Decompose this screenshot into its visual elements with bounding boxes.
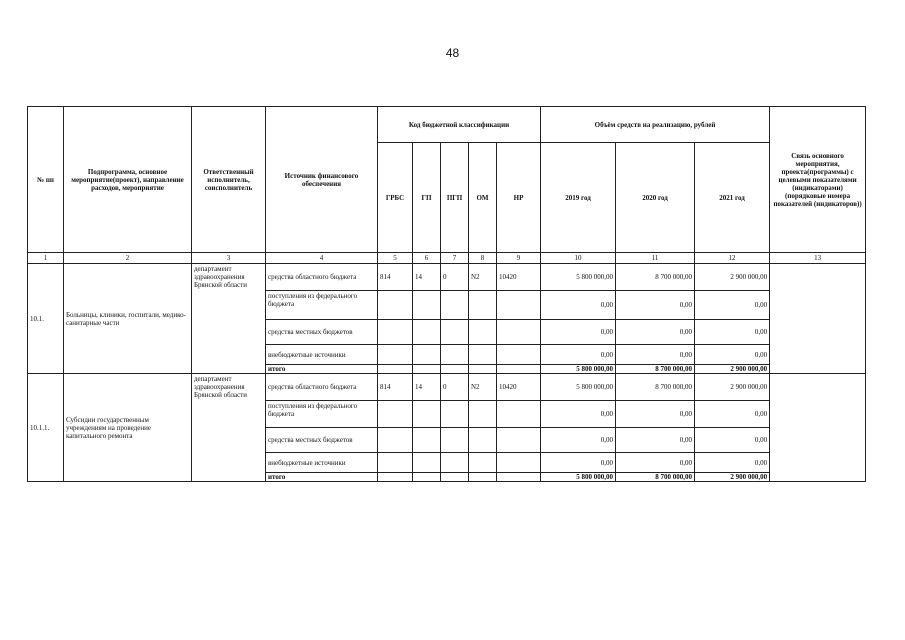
cell-2020: 0,00: [616, 401, 695, 428]
cell-pgp: [441, 365, 469, 374]
cell-2019: 0,00: [541, 428, 616, 453]
cell-2021: 0,00: [695, 428, 770, 453]
cell-grbs: [378, 428, 413, 453]
header-gp: ГП: [413, 143, 441, 253]
cell-grbs: [378, 453, 413, 473]
section-name: Больницы, клиники, госпитали, медико-санитарные части: [64, 264, 192, 374]
budget-table: [27, 106, 866, 482]
funding-source: поступления из федерального бюджета: [266, 401, 378, 428]
cell-2020: 0,00: [616, 453, 695, 473]
header-2020: 2020 год: [616, 143, 695, 253]
cell-np: [497, 401, 541, 428]
cell-2019: 0,00: [541, 291, 616, 320]
cell-grbs: 814: [378, 374, 413, 401]
column-number: 13: [770, 253, 866, 264]
cell-om: [469, 365, 497, 374]
header-no: № пп: [28, 107, 64, 253]
header-subprogram: Подпрограмма, основное мероприятие(проект), направление расходов, мероприятие: [64, 107, 192, 253]
header-2019: 2019 год: [541, 143, 616, 253]
cell-2021: 2 900 000,00: [695, 264, 770, 291]
cell-link: [770, 374, 866, 482]
cell-grbs: [378, 320, 413, 345]
cell-2019: 5 800 000,00: [541, 473, 616, 482]
cell-2021: 0,00: [695, 453, 770, 473]
cell-grbs: 814: [378, 264, 413, 291]
cell-gp: [413, 345, 441, 365]
column-number: 9: [497, 253, 541, 264]
cell-grbs: [378, 291, 413, 320]
table-row: [28, 374, 866, 401]
cell-pgp: 0: [441, 374, 469, 401]
cell-2021: 0,00: [695, 320, 770, 345]
column-number: 12: [695, 253, 770, 264]
cell-grbs: [378, 473, 413, 482]
cell-gp: [413, 365, 441, 374]
column-number: 6: [413, 253, 441, 264]
cell-gp: [413, 291, 441, 320]
column-number: 11: [616, 253, 695, 264]
cell-2021: 2 900 000,00: [695, 473, 770, 482]
cell-2020: 0,00: [616, 320, 695, 345]
cell-2021: 0,00: [695, 401, 770, 428]
cell-2020: 0,00: [616, 291, 695, 320]
cell-gp: [413, 473, 441, 482]
cell-gp: [413, 428, 441, 453]
cell-pgp: [441, 291, 469, 320]
cell-2020: 8 700 000,00: [616, 365, 695, 374]
cell-om: [469, 453, 497, 473]
header-volume: Объём средств на реализацию, рублей: [541, 107, 770, 143]
section-number: 10.1.1.: [28, 374, 64, 482]
cell-link: [770, 264, 866, 374]
header-link: Связь основного мероприятия, проекта(программы) с целевыми показателями (индикаторами) (порядковые номера показателей (индикаторов)): [770, 107, 866, 253]
column-number: 4: [266, 253, 378, 264]
funding-source: внебюджетные источники: [266, 345, 378, 365]
cell-2021: 0,00: [695, 345, 770, 365]
cell-np: [497, 291, 541, 320]
cell-om: [469, 345, 497, 365]
cell-gp: 14: [413, 264, 441, 291]
header-om: ОМ: [469, 143, 497, 253]
cell-om: N2: [469, 374, 497, 401]
cell-pgp: [441, 345, 469, 365]
cell-np: [497, 453, 541, 473]
cell-2021: 0,00: [695, 291, 770, 320]
cell-2019: 0,00: [541, 401, 616, 428]
section-executor: департамент здравоохранения Брянской области: [192, 264, 266, 374]
cell-2021: 2 900 000,00: [695, 374, 770, 401]
header-pgp: ПГП: [441, 143, 469, 253]
cell-pgp: [441, 320, 469, 345]
header-2021: 2021 год: [695, 143, 770, 253]
cell-grbs: [378, 365, 413, 374]
cell-2020: 8 700 000,00: [616, 264, 695, 291]
funding-source: средства местных бюджетов: [266, 320, 378, 345]
cell-grbs: [378, 401, 413, 428]
cell-2020: 8 700 000,00: [616, 473, 695, 482]
funding-source: средства областного бюджета: [266, 264, 378, 291]
column-number: 7: [441, 253, 469, 264]
cell-np: 10420: [497, 264, 541, 291]
cell-om: [469, 473, 497, 482]
column-number: 2: [64, 253, 192, 264]
cell-np: [497, 320, 541, 345]
column-number: 3: [192, 253, 266, 264]
cell-2019: 0,00: [541, 453, 616, 473]
cell-pgp: [441, 453, 469, 473]
column-number: 8: [469, 253, 497, 264]
cell-pgp: [441, 428, 469, 453]
cell-2021: 2 900 000,00: [695, 365, 770, 374]
cell-om: [469, 428, 497, 453]
header-executor: Ответственный исполнитель, соисполнитель: [192, 107, 266, 253]
cell-om: [469, 401, 497, 428]
column-number: 1: [28, 253, 64, 264]
cell-gp: [413, 453, 441, 473]
cell-np: [497, 365, 541, 374]
cell-2020: 0,00: [616, 345, 695, 365]
cell-pgp: [441, 401, 469, 428]
cell-np: [497, 428, 541, 453]
cell-gp: 14: [413, 374, 441, 401]
funding-source: итого: [266, 473, 378, 482]
cell-2019: 5 800 000,00: [541, 374, 616, 401]
cell-gp: [413, 320, 441, 345]
column-number: 5: [378, 253, 413, 264]
funding-source: средства местных бюджетов: [266, 428, 378, 453]
cell-2019: 0,00: [541, 345, 616, 365]
funding-source: внебюджетные источники: [266, 453, 378, 473]
header-np: НР: [497, 143, 541, 253]
cell-grbs: [378, 345, 413, 365]
cell-np: [497, 345, 541, 365]
cell-2020: 8 700 000,00: [616, 374, 695, 401]
funding-source: средства областного бюджета: [266, 374, 378, 401]
cell-np: 10420: [497, 374, 541, 401]
cell-2020: 0,00: [616, 428, 695, 453]
header-budget-class: Код бюджетной классификации: [378, 107, 541, 143]
cell-gp: [413, 401, 441, 428]
header-source: Источник финансового обеспечения: [266, 107, 378, 253]
cell-np: [497, 473, 541, 482]
section-executor: департамент здравоохранения Брянской области: [192, 374, 266, 482]
table-row: [28, 264, 866, 291]
header-grbs: ГРБС: [378, 143, 413, 253]
column-number-row: [28, 253, 866, 264]
cell-2019: 5 800 000,00: [541, 365, 616, 374]
cell-pgp: [441, 473, 469, 482]
section-number: 10.1.: [28, 264, 64, 374]
cell-pgp: 0: [441, 264, 469, 291]
column-number: 10: [541, 253, 616, 264]
section-name: Субсидии государственным учреждениям на проведение капитального ремонта: [64, 374, 192, 482]
funding-source: итого: [266, 365, 378, 374]
cell-2019: 0,00: [541, 320, 616, 345]
cell-om: [469, 291, 497, 320]
page-number: 48: [445, 46, 460, 60]
cell-om: N2: [469, 264, 497, 291]
funding-source: поступления из федерального бюджета: [266, 291, 378, 320]
cell-2019: 5 800 000,00: [541, 264, 616, 291]
cell-om: [469, 320, 497, 345]
